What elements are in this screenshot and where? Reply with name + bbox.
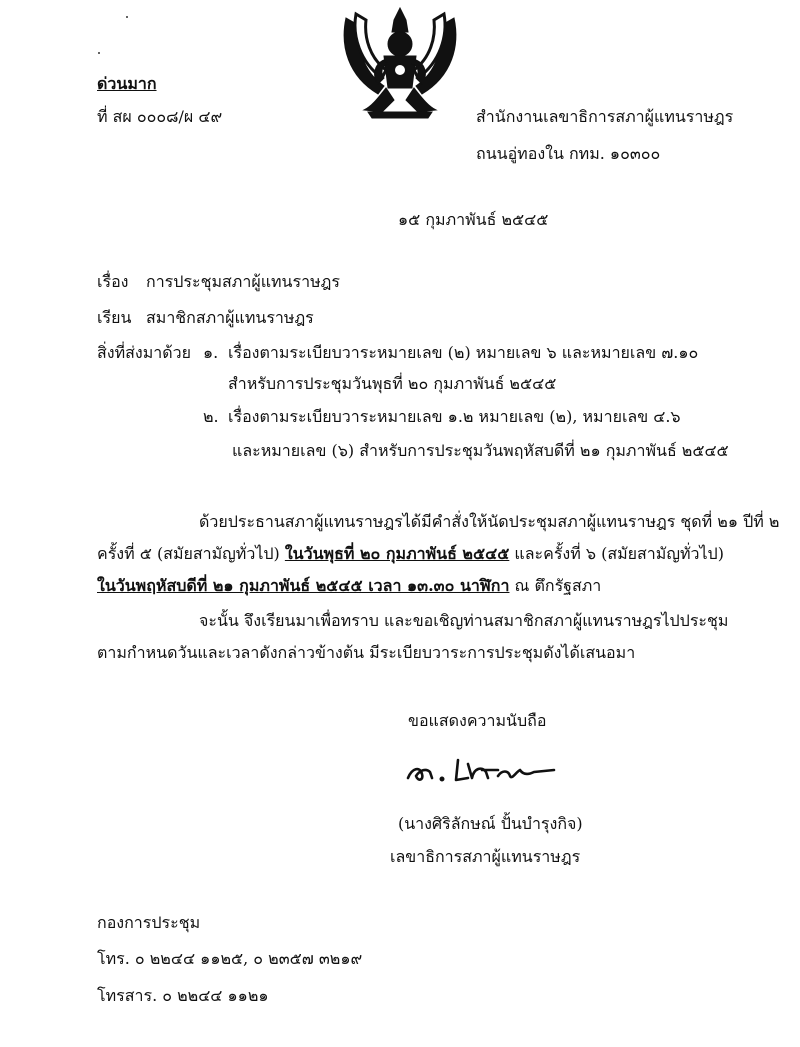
signer-name: (นางศิริลักษณ์ ปั้นบำรุงกิจ)	[398, 814, 583, 833]
telephone-numbers: โทร. ๐ ๒๒๔๔ ๑๑๒๕, ๐ ๒๓๕๗ ๓๒๑๙	[97, 949, 363, 968]
division-name: กองการประชุม	[97, 913, 201, 932]
to-label: เรียน	[97, 308, 132, 327]
letter-date: ๑๕ กุมภาพันธ์ ๒๕๔๕	[398, 210, 549, 229]
body-paragraph-line: ตามกำหนดวันและเวลาดังกล่าวข้างต้น มีระเบียบวาระการประชุมดังได้เสนอมา	[97, 643, 636, 662]
reference-number: ที่ สผ ๐๐๐๘/ผ ๔๙	[97, 107, 223, 126]
signer-title: เลขาธิการสภาผู้แทนราษฎร	[390, 847, 581, 866]
urgency-label: ด่วนมาก	[97, 74, 157, 93]
body-paragraph-line	[97, 575, 601, 597]
office-name: สำนักงานเลขาธิการสภาผู้แทนราษฎร	[476, 107, 734, 126]
scan-dot	[126, 16, 128, 18]
body-text: ณ ตึกรัฐสภา	[509, 576, 602, 595]
closing-regards: ขอแสดงความนับถือ	[408, 711, 547, 730]
to-text: สมาชิกสภาผู้แทนราษฎร	[146, 308, 314, 327]
subject-label: เรื่อง	[97, 272, 129, 291]
handwritten-signature	[402, 750, 562, 790]
enclosure-text: และหมายเลข (๖) สำหรับการประชุมวันพฤหัสบดีที่ ๒๑ กุมภาพันธ์ ๒๕๔๕	[232, 441, 729, 460]
subject-text: การประชุมสภาผู้แทนราษฎร	[146, 272, 340, 291]
meeting-date-emphasis: ในวันพฤหัสบดีที่ ๒๑ กุมภาพันธ์ ๒๕๔๕ เวลา ๑๓.๓๐ นาฬิกา	[97, 576, 510, 595]
body-paragraph-line	[97, 543, 724, 565]
body-text: และครั้งที่ ๖ (สมัยสามัญทั่วไป)	[509, 544, 724, 563]
office-address: ถนนอู่ทองใน กทม. ๑๐๓๐๐	[476, 144, 661, 163]
garuda-emblem-icon	[338, 6, 462, 122]
enclosure-text: เรื่องตามระเบียบวาระหมายเลข (๒) หมายเลข ๖ และหมายเลข ๗.๑๐	[228, 343, 699, 362]
enclosure-text: สำหรับการประชุมวันพุธที่ ๒๐ กุมภาพันธ์ ๒๕๔๕	[228, 374, 557, 393]
scan-dot	[98, 52, 100, 54]
body-paragraph-line: จะนั้น จึงเรียนมาเพื่อทราบ และขอเชิญท่านสมาชิกสภาผู้แทนราษฎรไปประชุม	[199, 611, 729, 630]
body-paragraph-line: ด้วยประธานสภาผู้แทนราษฎรได้มีคำสั่งให้นัดประชุมสภาผู้แทนราษฎร ชุดที่ ๒๑ ปีที่ ๒	[199, 512, 780, 531]
enclosure-text: เรื่องตามระเบียบวาระหมายเลข ๑.๒ หมายเลข (๒), หมายเลข ๔.๖	[228, 407, 681, 426]
enclosure-number: ๒.	[203, 407, 219, 426]
fax-number: โทรสาร. ๐ ๒๒๔๔ ๑๑๒๑	[97, 986, 269, 1005]
enclosure-number: ๑.	[203, 343, 219, 362]
enclosures-label: สิ่งที่ส่งมาด้วย	[97, 343, 191, 362]
body-text: ครั้งที่ ๕ (สมัยสามัญทั่วไป)	[97, 544, 285, 563]
meeting-date-emphasis: ในวันพุธที่ ๒๐ กุมภาพันธ์ ๒๕๔๕	[284, 544, 510, 563]
